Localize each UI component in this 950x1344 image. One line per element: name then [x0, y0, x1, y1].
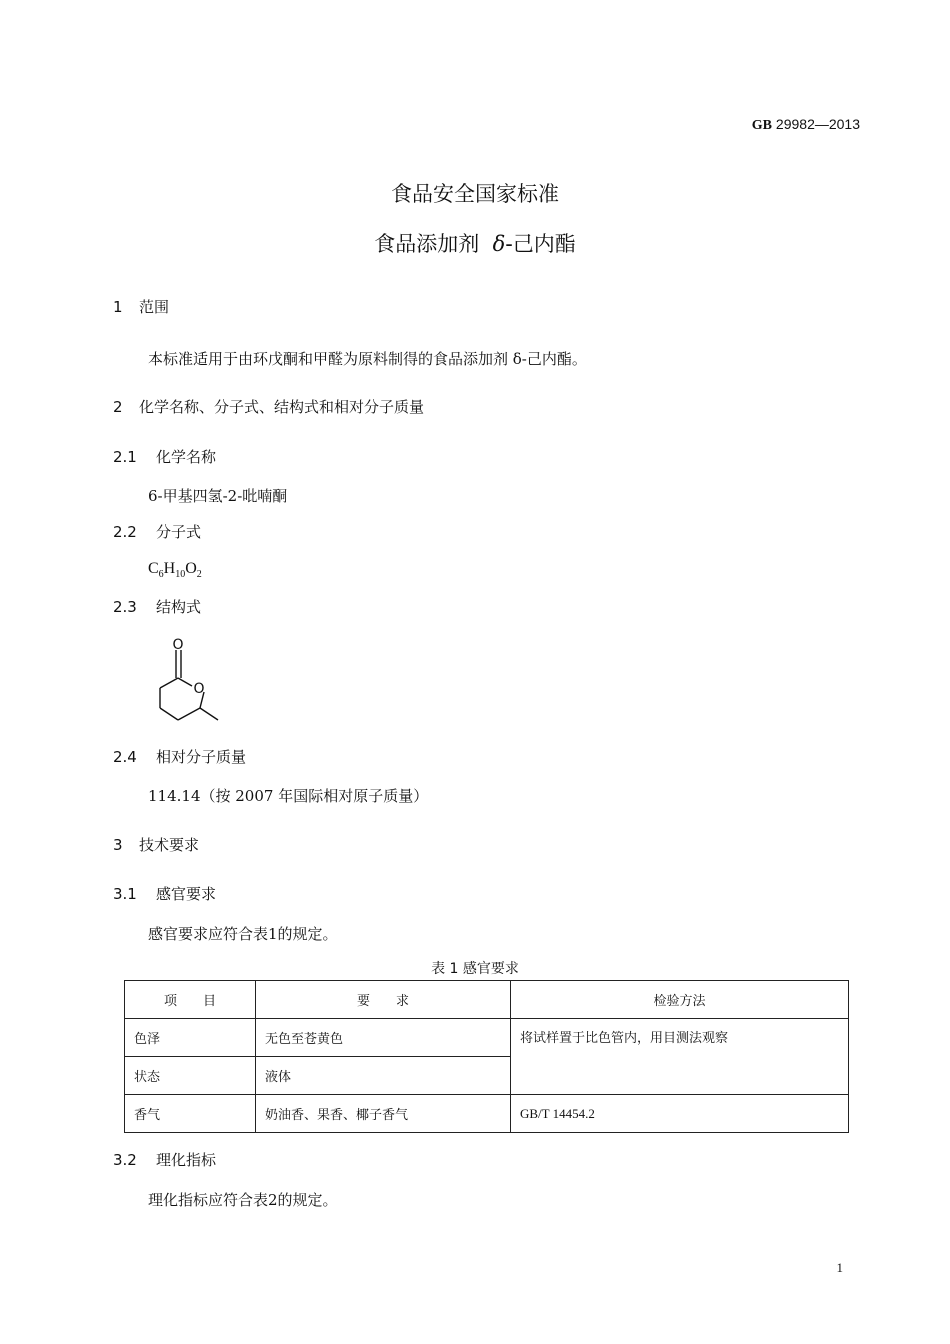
methyl-bond — [200, 708, 218, 720]
section-2-2-heading: 2.2 分子式 — [113, 523, 202, 541]
ring-bond-c — [178, 708, 200, 720]
section-2-4-heading: 2.4 相对分子质量 — [113, 748, 247, 766]
section-3-2-heading: 3.2 理化指标 — [113, 1151, 217, 1169]
standard-code: 29982—2013 — [775, 116, 860, 132]
table-1-caption: 表 1 感官要求 — [431, 961, 519, 977]
structural-formula — [150, 632, 230, 727]
standard-number — [752, 116, 860, 134]
page-subtitle: 食品添加剂 δ-己内酯 — [374, 232, 576, 256]
ring-bond-c4 — [160, 678, 178, 688]
section-2-3-heading: 2.3 结构式 — [113, 598, 202, 616]
table-row — [125, 1095, 849, 1133]
table-header-row — [125, 981, 849, 1019]
section-1-heading: 1 范围 — [113, 298, 170, 316]
section-3-1-heading: 3.1 感官要求 — [113, 885, 217, 903]
header-item: 项 目 — [125, 981, 256, 1019]
header-requirement: 要 求 — [256, 981, 511, 1019]
section-2-1-heading: 2.1 化学名称 — [113, 448, 217, 466]
cell-requirement: 无色至苍黄色 — [256, 1019, 511, 1057]
carbonyl-oxygen: O — [172, 637, 184, 653]
table-row — [125, 1019, 849, 1057]
delta-symbol: δ — [492, 232, 506, 256]
section-3-1-text: 感官要求应符合表1的规定。 — [148, 925, 338, 943]
chemical-name: 6-甲基四氢-2-吡喃酮 — [148, 487, 288, 505]
page-title: 食品安全国家标准 — [391, 182, 559, 206]
ring-bond-co — [178, 678, 192, 686]
cell-requirement: 奶油香、果香、椰子香气 — [256, 1095, 511, 1133]
header-method: 检验方法 — [511, 981, 849, 1019]
cell-item: 色泽 — [125, 1019, 256, 1057]
page-number: 1 — [836, 1260, 843, 1275]
cell-requirement: 液体 — [256, 1057, 511, 1095]
cell-item: 香气 — [125, 1095, 256, 1133]
section-1-text: 本标准适用于由环戊酮和甲醛为原料制得的食品添加剂 δ-己内酯。 — [148, 350, 587, 368]
ring-oxygen: O — [193, 681, 205, 697]
cell-item: 状态 — [125, 1057, 256, 1095]
section-3-2-text: 理化指标应符合表2的规定。 — [148, 1191, 338, 1209]
standard-prefix: GB — [751, 118, 773, 133]
section-3-heading: 3 技术要求 — [113, 836, 200, 854]
ring-bond-c2 — [160, 708, 178, 720]
cell-method: GB/T 14454.2 — [511, 1095, 849, 1133]
table-1 — [124, 980, 849, 1133]
cell-method: 将试样置于比色管内，用目测法观察 — [511, 1019, 849, 1095]
molecular-weight: 114.14（按 2007 年国际相对原子质量） — [148, 787, 429, 805]
section-2-heading: 2 化学名称、分子式、结构式和相对分子质量 — [113, 398, 425, 416]
molecular-formula: $C_6H_{10}O_2$ — [148, 560, 202, 581]
